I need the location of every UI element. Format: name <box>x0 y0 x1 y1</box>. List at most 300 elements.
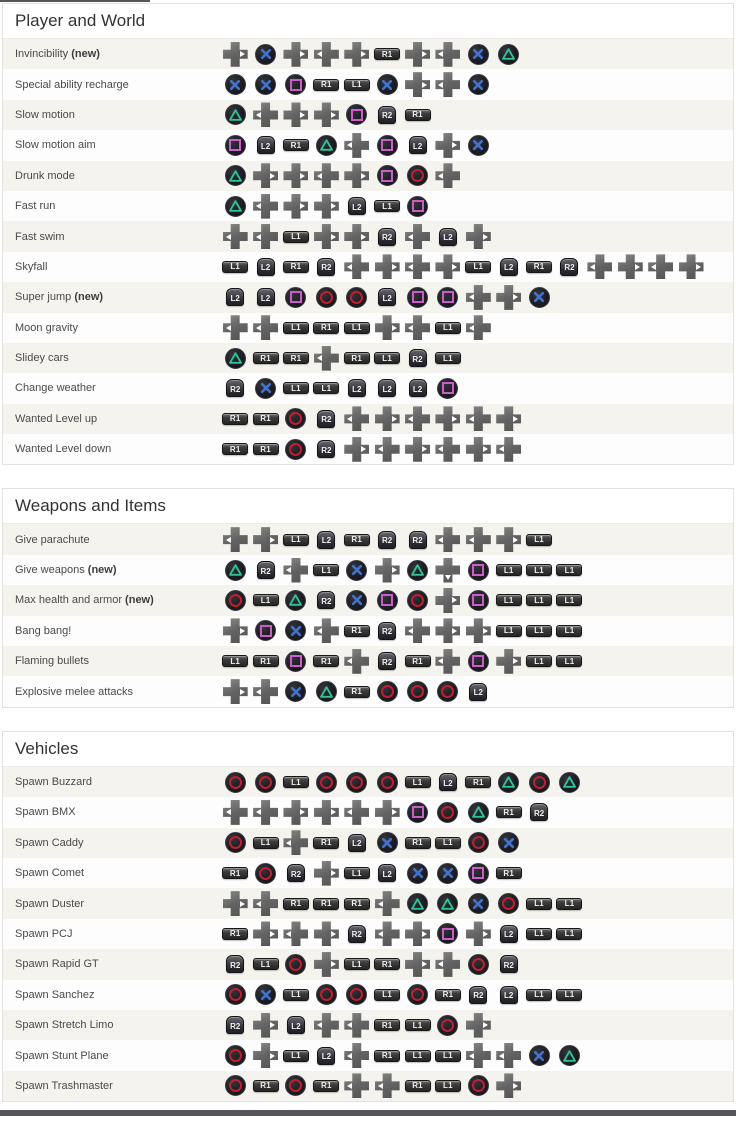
circle-glyph <box>229 1049 242 1062</box>
l1-button-icon: L1 <box>283 1050 309 1062</box>
dpad-right-icon <box>435 133 460 158</box>
circle-button-icon <box>468 954 489 975</box>
combo-slot <box>220 74 250 95</box>
combo-slot <box>433 1015 463 1036</box>
r2-button-icon: R2 <box>469 986 487 1004</box>
dpad-right-icon <box>466 618 491 643</box>
combo-slot <box>311 1047 341 1065</box>
r2-button-icon: R2 <box>257 561 275 579</box>
dpad-left-icon <box>435 527 460 552</box>
circle-button-icon <box>225 1075 246 1096</box>
cheat-label: Spawn Stretch Limo <box>15 1019 114 1032</box>
l2-button-icon: L2 <box>439 228 457 246</box>
footer-bar <box>0 1110 736 1116</box>
circle-button-icon <box>285 408 306 429</box>
circle-button-icon <box>437 802 458 823</box>
square-button-icon <box>285 74 306 95</box>
combo-slot <box>342 322 372 334</box>
dpad-left-icon <box>223 800 248 825</box>
circle-button-icon <box>468 1075 489 1096</box>
circle-glyph <box>289 1079 302 1092</box>
r1-button-icon: R1 <box>283 898 309 910</box>
l2-button-icon: L2 <box>257 136 275 154</box>
combo-slot <box>494 625 524 637</box>
combo-slot <box>311 410 341 428</box>
combo-slot <box>342 590 372 611</box>
square-button-icon <box>346 104 367 125</box>
cheat-label-wrap <box>15 443 220 455</box>
circle-button-icon <box>285 439 306 460</box>
combo-slot <box>250 352 280 364</box>
l1-button-icon: L1 <box>556 564 582 576</box>
r1-button-icon: R1 <box>253 413 279 425</box>
cheat-label: Skyfall <box>15 260 48 273</box>
combo-slot <box>372 406 402 431</box>
dpad-left-icon <box>466 406 491 431</box>
combo-slot <box>402 655 432 667</box>
r2-button-icon: R2 <box>378 652 396 670</box>
combo-slot <box>463 224 493 249</box>
combo-slot <box>372 135 402 156</box>
l1-button-icon: L1 <box>526 898 552 910</box>
dpad-right-icon <box>405 72 430 97</box>
cross-button-icon <box>285 620 306 641</box>
cheat-row <box>3 1071 733 1101</box>
combo-slot <box>433 989 463 1001</box>
combo-slot <box>463 74 493 95</box>
cheat-row <box>3 585 733 615</box>
combo-slot <box>281 439 311 460</box>
square-button-icon <box>437 923 458 944</box>
cheat-label: Wanted Level down <box>15 443 112 456</box>
circle-glyph <box>411 685 424 698</box>
combo-slot <box>311 681 341 702</box>
cross-button-icon <box>407 863 428 884</box>
l1-button-icon: L1 <box>253 958 279 970</box>
combo <box>220 285 554 310</box>
combo-slot <box>220 135 250 156</box>
triangle-button-icon <box>225 560 246 581</box>
cheat-label-wrap <box>15 291 220 303</box>
square-button-icon <box>468 560 489 581</box>
combo-slot <box>342 898 372 910</box>
combo-slot <box>372 1073 402 1098</box>
combo-slot <box>554 1045 584 1066</box>
circle-button-icon <box>407 165 428 186</box>
square-button-icon <box>255 620 276 641</box>
l1-button-icon: L1 <box>496 594 522 606</box>
circle-button-icon <box>316 772 337 793</box>
cheat-row <box>3 252 733 282</box>
combo-slot <box>342 104 372 125</box>
combo-slot <box>311 440 341 458</box>
cheat-label-wrap <box>15 231 220 243</box>
combo-slot <box>402 224 432 249</box>
circle-button-icon <box>407 590 428 611</box>
combo-slot <box>372 958 402 970</box>
combo-slot <box>281 800 311 825</box>
cheat-label: Spawn Rapid GT <box>15 958 99 971</box>
circle-button-icon <box>377 681 398 702</box>
dpad-right-icon <box>496 1073 521 1098</box>
cheat-label-wrap <box>15 322 220 334</box>
cheat-row <box>3 797 733 827</box>
combo-slot <box>402 254 432 279</box>
dpad-left-icon <box>344 406 369 431</box>
l1-button-icon: L1 <box>556 625 582 637</box>
circle-button-icon <box>346 984 367 1005</box>
dpad-left-icon <box>314 346 339 371</box>
cheat-row <box>3 767 733 797</box>
combo-slot <box>311 531 341 549</box>
combo-slot <box>402 560 432 581</box>
combo-slot <box>220 288 250 306</box>
section-rows <box>3 767 733 1101</box>
cheat-row <box>3 39 733 69</box>
combo-slot <box>342 834 372 852</box>
combo-slot <box>281 287 311 308</box>
circle-button-icon <box>285 1075 306 1096</box>
combo-slot <box>250 527 280 552</box>
dpad-right-icon <box>344 437 369 462</box>
combo-slot <box>372 864 402 882</box>
combo-slot <box>281 898 311 910</box>
r1-button-icon: R1 <box>405 1080 431 1092</box>
cheat-label-wrap <box>15 170 220 182</box>
combo-slot <box>372 74 402 95</box>
combo-slot <box>250 837 280 849</box>
combo-slot <box>220 1016 250 1034</box>
circle-button-icon <box>316 984 337 1005</box>
combo-slot <box>250 1080 280 1092</box>
r1-button-icon: R1 <box>283 352 309 364</box>
square-glyph <box>260 625 272 637</box>
combo-slot <box>281 989 311 1001</box>
cheat-label-wrap <box>15 352 220 364</box>
cheat-row <box>3 1010 733 1040</box>
r1-button-icon: R1 <box>222 443 248 455</box>
square-button-icon <box>377 165 398 186</box>
section-card-vehicles <box>2 731 734 1102</box>
square-glyph <box>290 291 302 303</box>
cheat-label: Slow motion aim <box>15 139 96 152</box>
combo-slot <box>554 594 584 606</box>
circle-button-icon <box>225 1045 246 1066</box>
combo-slot <box>402 72 432 97</box>
combo-slot <box>220 196 250 217</box>
cross-button-icon <box>255 378 276 399</box>
combo-slot <box>281 681 311 702</box>
l2-button-icon: L2 <box>500 986 518 1004</box>
r1-button-icon: R1 <box>253 655 279 667</box>
dpad-left-icon <box>253 891 278 916</box>
combo-slot <box>494 893 524 914</box>
combo-slot <box>433 322 463 334</box>
combo-slot <box>342 925 372 943</box>
combo-slot <box>433 287 463 308</box>
cheat-label-wrap <box>15 1050 220 1062</box>
combo-slot <box>311 800 341 825</box>
r1-button-icon: R1 <box>374 958 400 970</box>
combo-slot <box>494 867 524 879</box>
dpad-right-icon <box>496 285 521 310</box>
cheat-label-wrap <box>15 139 220 151</box>
combo-slot <box>463 44 493 65</box>
r1-button-icon: R1 <box>313 655 339 667</box>
dpad-right-icon <box>283 102 308 127</box>
triangle-button-icon <box>468 802 489 823</box>
cheat-label: Spawn Caddy <box>15 836 84 849</box>
dpad-right-icon <box>314 952 339 977</box>
combo-slot <box>463 261 493 273</box>
dpad-right-icon <box>435 254 460 279</box>
combo-slot <box>281 651 311 672</box>
combo-slot <box>524 772 554 793</box>
combo <box>220 254 706 279</box>
combo-slot <box>250 163 280 188</box>
circle-glyph <box>350 291 363 304</box>
dpad-left-icon <box>314 618 339 643</box>
combo-slot <box>463 683 493 701</box>
square-glyph <box>229 139 241 151</box>
combo-slot <box>250 102 280 127</box>
combo-slot <box>311 618 341 643</box>
dpad-left-icon <box>314 42 339 67</box>
cheat-label: Explosive melee attacks <box>15 685 133 698</box>
combo <box>220 1013 494 1038</box>
combo-slot <box>281 102 311 127</box>
combo-slot <box>524 898 554 910</box>
combo-slot <box>494 986 524 1004</box>
combo-slot <box>281 352 311 364</box>
l2-button-icon: L2 <box>500 258 518 276</box>
l1-button-icon: L1 <box>344 867 370 879</box>
combo-slot <box>311 79 341 91</box>
combo-slot <box>250 74 280 95</box>
combo-slot <box>463 285 493 310</box>
combo-slot <box>311 224 341 249</box>
cheat-row <box>3 404 733 434</box>
cheat-label-wrap <box>15 928 220 940</box>
combo-slot <box>433 228 463 246</box>
combo-slot <box>342 379 372 397</box>
l1-button-icon: L1 <box>313 564 339 576</box>
circle-glyph <box>533 776 546 789</box>
circle-glyph <box>289 443 302 456</box>
combo <box>220 558 585 583</box>
dpad-left-icon <box>344 254 369 279</box>
combo-slot <box>402 618 432 643</box>
combo-slot <box>281 261 311 273</box>
circle-glyph <box>320 291 333 304</box>
cheat-label-suffix: (new) <box>122 594 154 607</box>
combo-slot <box>250 772 280 793</box>
combo-slot <box>342 649 372 674</box>
l1-button-icon: L1 <box>405 776 431 788</box>
combo-slot <box>250 561 280 579</box>
cheat-row <box>3 100 733 130</box>
combo-slot <box>311 861 341 886</box>
circle-glyph <box>472 836 485 849</box>
combo-slot <box>311 655 341 667</box>
combo-slot <box>554 928 584 940</box>
circle-glyph <box>441 685 454 698</box>
circle-glyph <box>229 776 242 789</box>
dpad-left-icon <box>344 133 369 158</box>
combo <box>220 102 433 127</box>
cross-button-icon <box>255 984 276 1005</box>
dpad-right-icon <box>496 406 521 431</box>
circle-button-icon <box>225 772 246 793</box>
l1-button-icon: L1 <box>496 564 522 576</box>
combo-slot <box>402 590 432 611</box>
dpad-right-icon <box>314 224 339 249</box>
dpad-right-icon <box>314 861 339 886</box>
dpad-right-icon <box>223 679 248 704</box>
dpad-right-icon <box>283 194 308 219</box>
combo-slot <box>372 1019 402 1031</box>
combo-slot <box>494 806 524 818</box>
square-glyph <box>290 655 302 667</box>
r1-button-icon: R1 <box>374 1050 400 1062</box>
combo-slot <box>220 590 250 611</box>
circle-glyph <box>320 988 333 1001</box>
dpad-left-icon <box>375 891 400 916</box>
dpad-left-icon <box>253 224 278 249</box>
l1-button-icon: L1 <box>435 352 461 364</box>
dpad-left-icon <box>375 1073 400 1098</box>
dpad-down-icon <box>435 558 460 583</box>
combo-slot <box>494 832 524 853</box>
cross-button-icon <box>468 893 489 914</box>
circle-glyph <box>411 169 424 182</box>
cheat-label-wrap <box>15 48 220 60</box>
l1-button-icon: L1 <box>222 655 248 667</box>
l1-button-icon: L1 <box>526 655 552 667</box>
cheat-row <box>3 980 733 1010</box>
dpad-left-icon <box>375 921 400 946</box>
cheat-row <box>3 949 733 979</box>
combo-slot <box>402 531 432 549</box>
cheat-label-wrap <box>15 867 220 879</box>
combo-slot <box>372 165 402 186</box>
r1-button-icon: R1 <box>405 655 431 667</box>
r2-button-icon: R2 <box>560 258 578 276</box>
l1-button-icon: L1 <box>526 625 552 637</box>
combo-slot <box>281 194 311 219</box>
dpad-left-icon <box>405 254 430 279</box>
combo <box>220 42 524 67</box>
combo-slot <box>524 989 554 1001</box>
combo-slot <box>402 1019 432 1031</box>
cheat-row <box>3 828 733 858</box>
r1-button-icon: R1 <box>222 413 248 425</box>
r1-button-icon: R1 <box>313 322 339 334</box>
combo-slot <box>494 925 524 943</box>
l2-button-icon: L2 <box>378 288 396 306</box>
circle-glyph <box>350 776 363 789</box>
cheat-row <box>3 888 733 918</box>
l1-button-icon: L1 <box>344 79 370 91</box>
square-glyph <box>472 867 484 879</box>
combo-slot <box>311 102 341 127</box>
cross-button-icon <box>529 1045 550 1066</box>
combo-slot <box>372 48 402 60</box>
dpad-left-icon <box>344 800 369 825</box>
square-button-icon <box>285 287 306 308</box>
combo-slot <box>463 590 493 611</box>
combo-slot <box>463 1013 493 1038</box>
l1-button-icon: L1 <box>526 564 552 576</box>
cheat-label: Give parachute <box>15 533 90 546</box>
combo-slot <box>433 254 463 279</box>
r1-button-icon: R1 <box>405 109 431 121</box>
combo-slot <box>372 106 402 124</box>
cheat-row <box>3 616 733 646</box>
combo <box>220 649 585 674</box>
l2-button-icon: L2 <box>317 531 335 549</box>
square-button-icon <box>407 802 428 823</box>
square-button-icon <box>468 590 489 611</box>
cheat-label-wrap <box>15 534 220 546</box>
combo-slot <box>524 803 554 821</box>
circle-button-icon <box>346 287 367 308</box>
triangle-button-icon <box>225 196 246 217</box>
combo-slot <box>372 228 402 246</box>
combo-slot <box>250 891 280 916</box>
r2-button-icon: R2 <box>348 925 366 943</box>
combo-slot <box>250 800 280 825</box>
cheat-row <box>3 434 733 464</box>
cross-button-icon <box>529 287 550 308</box>
combo-slot <box>342 224 372 249</box>
combo-slot <box>372 254 402 279</box>
l1-button-icon: L1 <box>405 1019 431 1031</box>
combo-slot <box>676 254 706 279</box>
dpad-left-icon <box>405 224 430 249</box>
combo-slot <box>494 285 524 310</box>
combo-slot <box>402 952 432 977</box>
combo-slot <box>494 564 524 576</box>
l1-button-icon: L1 <box>283 382 309 394</box>
combo-slot <box>220 832 250 853</box>
combo-slot <box>342 1073 372 1098</box>
combo-slot <box>250 136 280 154</box>
combo-slot <box>311 382 341 394</box>
dpad-right-icon <box>283 800 308 825</box>
circle-glyph <box>229 1079 242 1092</box>
r2-button-icon: R2 <box>378 228 396 246</box>
cheat-label-wrap <box>15 79 220 91</box>
combo-slot <box>311 194 341 219</box>
dpad-left-icon <box>223 527 248 552</box>
combo-slot <box>281 921 311 946</box>
combo-slot <box>250 288 280 306</box>
combo-slot <box>372 1050 402 1062</box>
combo-slot <box>281 139 311 151</box>
circle-button-icon <box>316 287 337 308</box>
square-glyph <box>442 382 454 394</box>
combo-slot <box>342 352 372 364</box>
combo-slot <box>494 955 524 973</box>
l1-button-icon: L1 <box>526 534 552 546</box>
combo-slot <box>342 79 372 91</box>
cheat-label: Spawn PCJ <box>15 927 73 940</box>
cheat-label: Max health and armor <box>15 594 122 607</box>
l1-button-icon: L1 <box>283 322 309 334</box>
dpad-right-icon <box>679 254 704 279</box>
circle-button-icon <box>437 681 458 702</box>
